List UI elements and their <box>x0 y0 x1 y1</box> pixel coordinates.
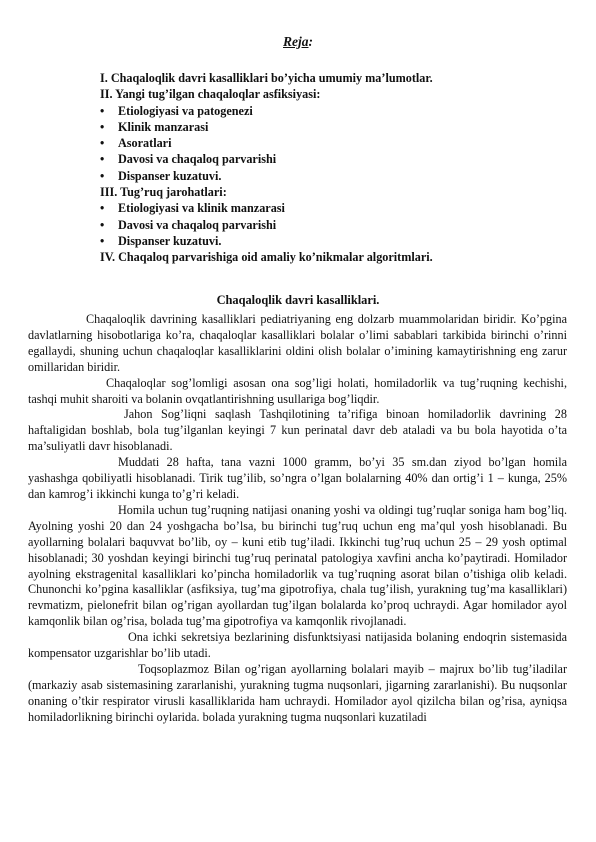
paragraph: Chaqaloqlik davrining kasalliklari pediatriyaning eng dolzarb muammolaridan biridir. Ko’pgina davlatlarning hisobotlariga ko’ra, chaqaloqlar kasalliklari bolalar o’limi sabablari tarkibida birinchi o’rinni egallaydi, shuning uchun chaqaloqlar kasalliklarini oldini olish bolalar o’imining kamaytirishning eng zarur omillaridan biridir. <box>28 312 567 374</box>
plan-line-text: Dispanser kuzatuvi. <box>118 168 222 183</box>
plan-line-text: Etiologiyasi va klinik manzarasi <box>118 201 285 216</box>
plan-bullet-item <box>100 200 570 216</box>
plan-bullet-item <box>100 103 570 119</box>
plan-line-text: Asoratlari <box>118 136 172 151</box>
bullet-icon: • <box>100 119 105 134</box>
plan-line-text: I. Chaqaloqlik davri kasalliklari bo’yicha umumiy ma’lumotlar. <box>100 71 433 85</box>
plan-bullet-item <box>100 151 570 167</box>
plan-line-text: Etiologiyasi va patogenezi <box>118 103 253 118</box>
plan-line-text: II. Yangi tug’ilgan chaqaloqlar asfiksiyasi: <box>100 87 321 102</box>
plan-line-text: Davosi va chaqaloq parvarishi <box>118 152 277 167</box>
bullet-icon: • <box>100 103 105 118</box>
plan-line-text: Klinik manzarasi <box>118 119 209 134</box>
bullet-icon: • <box>100 201 105 216</box>
plan-line-text: III. Tug’ruq jarohatlari: <box>100 185 227 200</box>
plan-line <box>100 249 570 265</box>
plan-bullet-item <box>100 217 570 233</box>
paragraph: Homila uchun tug’ruqning natijasi onaning yoshi va oldingi tug’ruqlar soniga ham bog’liq. Ayolning yoshi 20 dan 24 yoshgacha bo’lsa, bu birinchi tug’ruq uchun eng ma’qul yosh hisoblanadi. Bu ayollarning bolalari baquvvat bo’lib, oy – kuni etib tug’iladi. Ikkinchi tug’ruq uchun 25 – 29 yosh optimal hisoblanadi; 30 yoshdan keyingi birinchi tug’ruq perinatal patologiya xavfini ancha ko’paytiradi. Homilador ayolning ekstragenital kasalliklari ko’pincha homiladorlik va tug’ruqning asorat bilan o’tishiga olib keladi. Chunonchi ko’pgina kasalliklar (asfiksiya, tug’ma gipotrofiya, chala tug’ilish, yurakning tug’ma kasalliklari) revmatizm, pielonefrit bilan og’rigan ayollardan tug’ilgan bolalarda ko’proq uchraydi. Agar homilador ayol kamqonlik bilan og’risa, bolada tug’ma gipotrofiya va kamqonlik rivojlanadi. <box>28 502 567 629</box>
paragraph: Muddati 28 hafta, tana vazni 1000 gramm, bo’yi 35 sm.dan ziyod bo’lgan homila yashashga qobiliyatli hisoblanadi. Tirik tug’ilib, so’ngra o’lgan bolalarning 40% dan ortig’i 1 – kunga, 25% dan kamrog’i ikkinchi kunga to’g’ri keladi. <box>28 455 567 501</box>
plan-line-text: Dispanser kuzatuvi. <box>118 233 222 248</box>
plan-title-colon: : <box>308 34 313 49</box>
body-text <box>28 312 567 726</box>
plan-bullet-item <box>100 233 570 249</box>
plan-bullet-item <box>100 168 570 184</box>
bullet-icon: • <box>100 152 105 167</box>
bullet-icon: • <box>100 136 105 151</box>
paragraph: Jahon Sog’liqni saqlash Tashqilotining ta’rifiga binoan homiladorlik davrining 28 haftaligidan boshlab, bola tug’ilganlan keyingi 7 kun perinatal davr deb ataladi va bu bola hayotida o’ta ma’suliyatli davr hisoblanadi. <box>28 407 567 454</box>
plan-bullet-item <box>100 119 570 135</box>
plan-bullet-item <box>100 135 570 151</box>
plan-line-text: Davosi va chaqaloq parvarishi <box>118 217 277 232</box>
bullet-icon: • <box>100 233 105 248</box>
plan-line <box>100 70 570 86</box>
bullet-icon: • <box>100 217 105 232</box>
plan-title-text: Reja <box>283 34 309 49</box>
plan-line <box>100 184 570 200</box>
paragraph: Chaqaloqlar sog’lomligi asosan ona sog’ligi holati, homiladorlik va tug’ruqning kechishi, tashqi muhit sharoiti va bolanin ovqatlantirishning usullariga bog’liqdir. <box>28 375 567 406</box>
plan-line <box>100 86 570 102</box>
plan-line-text: IV. Chaqaloq parvarishiga oid amaliy ko’nikmalar algoritmlari. <box>100 250 433 265</box>
paragraph: Toqsoplazmoz Bilan og’rigan ayollarning bolalari mayib – majrux bo’lib tug’iladilar (markaziy asab sistemasining zararlanishi, yurakning tugma nuqsonlari, jigarning zararlanishi). Bu nuqsonlar onaning o’tkir respirator virusli kasalliklarida ham uchraydi. Homilador ayol qizilcha bilan og’risa, ayniqsa homiladorlikning birinchi oylarida. bolada yurakning tugma nuqsonlari kuzatiladi <box>28 661 567 724</box>
plan-title <box>0 34 596 50</box>
paragraph: Ona ichki sekretsiya bezlarining disfunktsiyasi natijasida bolaning endoqrin sistemasida kompensator uzgarishlar bo’lib utadi. <box>28 630 567 661</box>
bullet-icon: • <box>100 168 105 183</box>
plan-list <box>100 70 570 266</box>
section-heading: Chaqaloqlik davri kasalliklari. <box>216 293 380 307</box>
